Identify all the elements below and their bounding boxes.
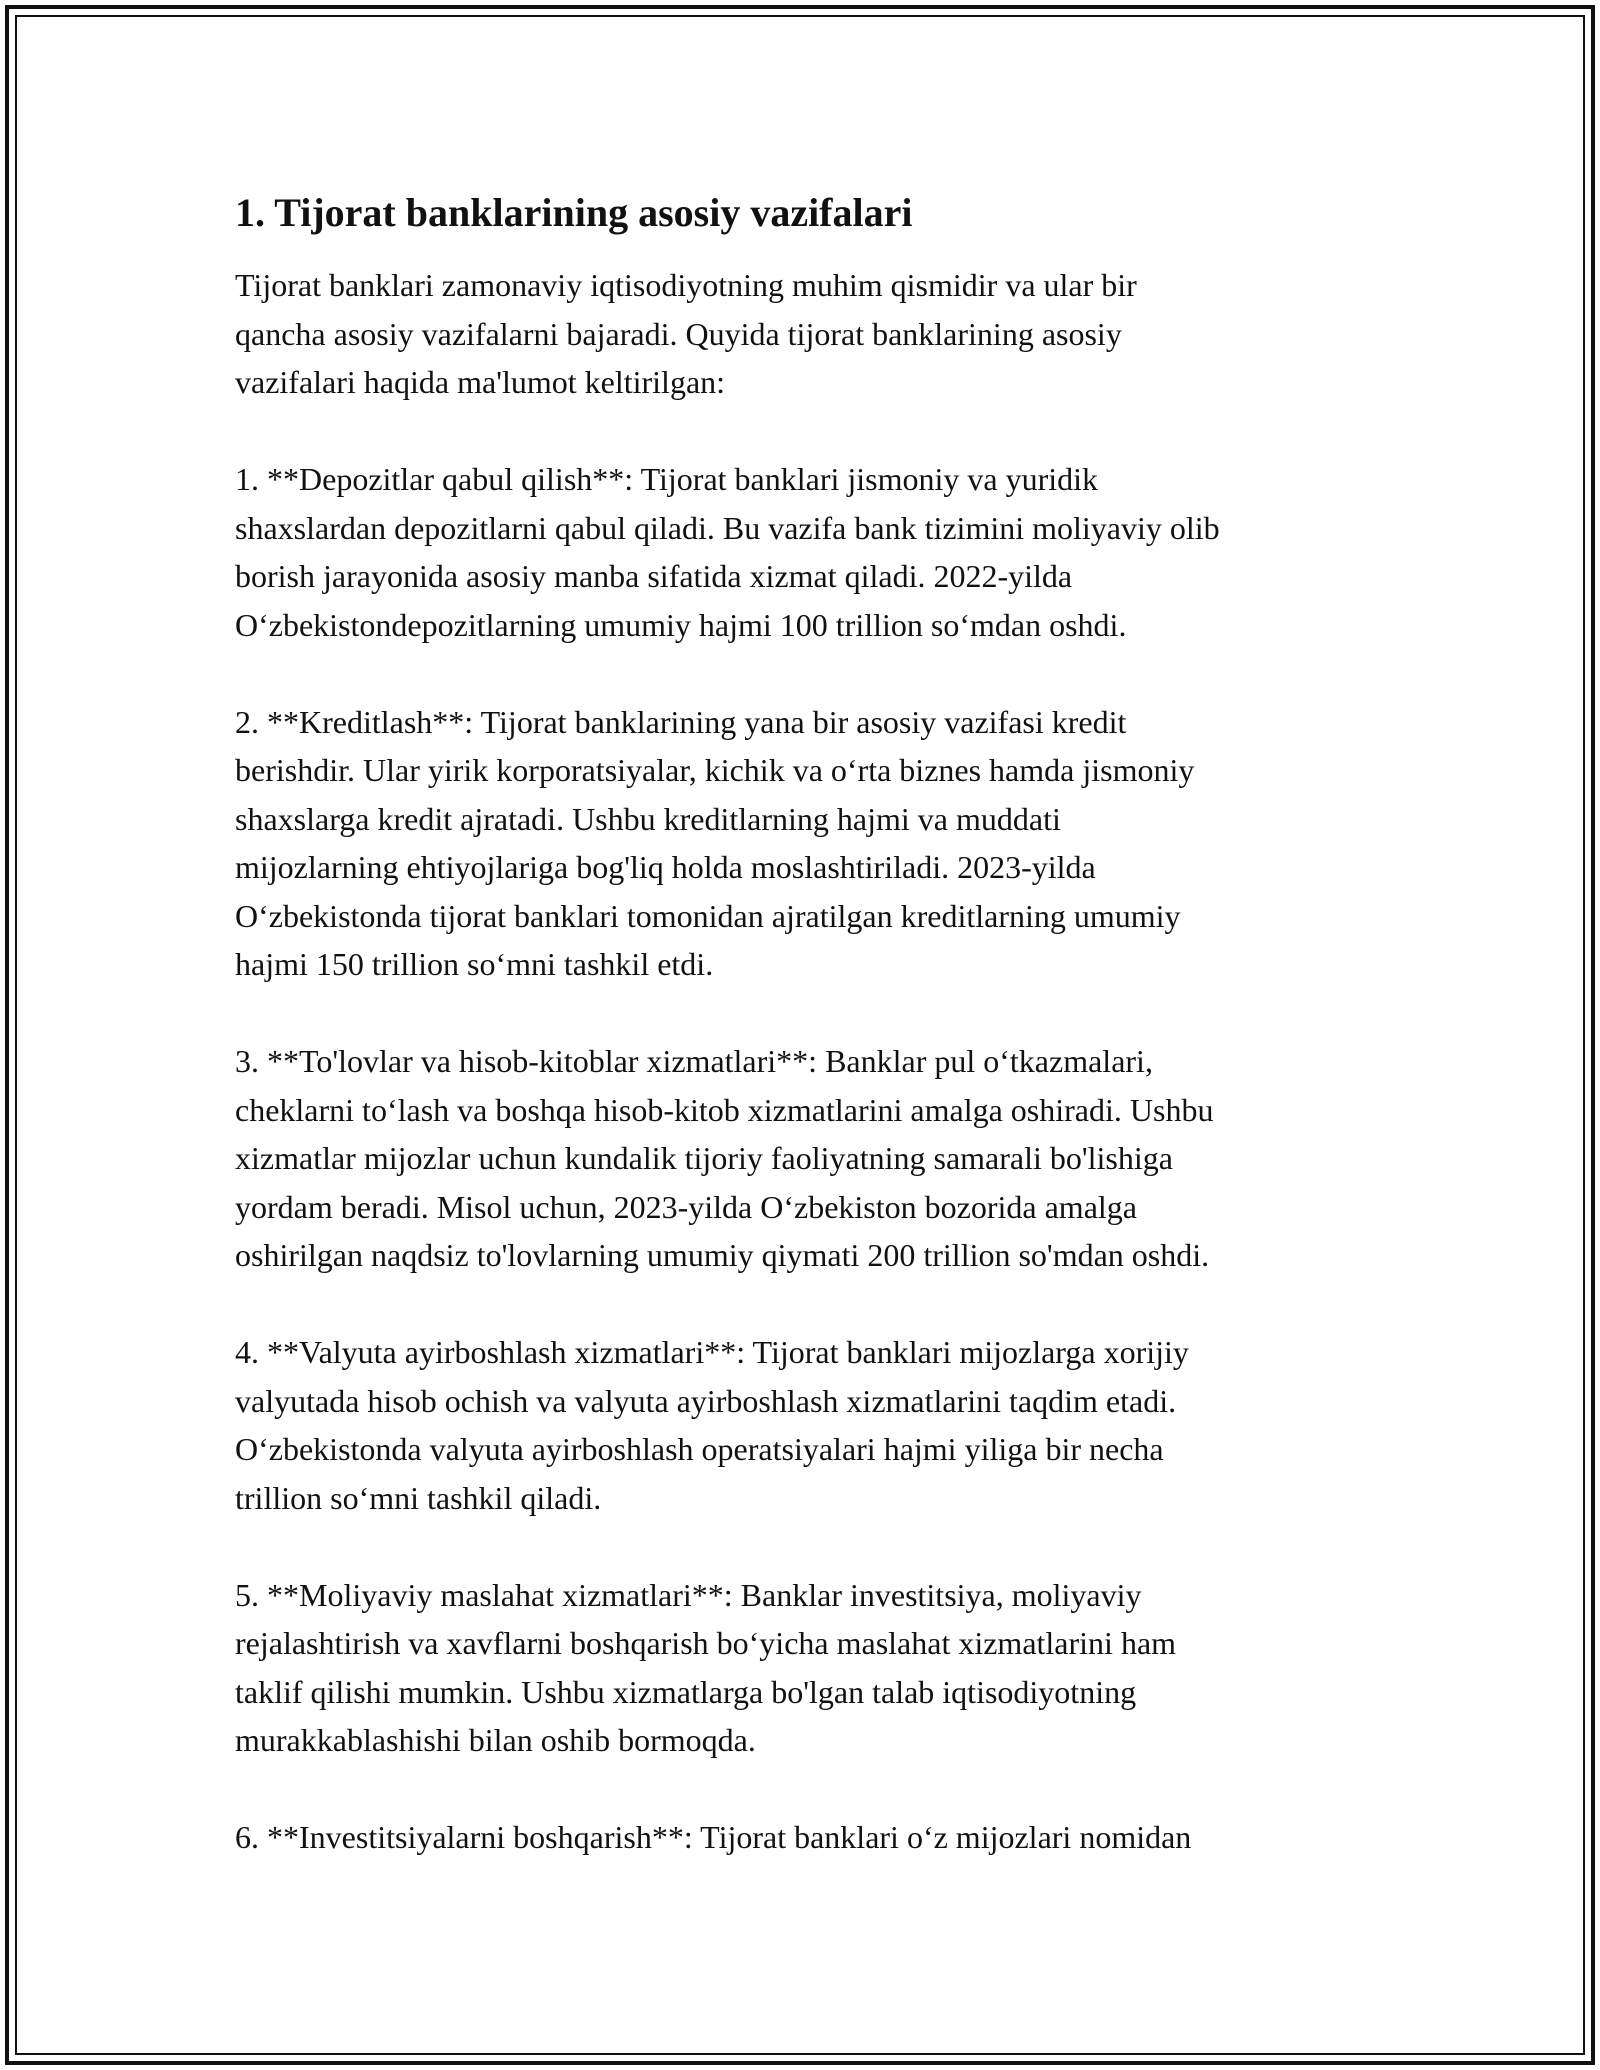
text-line: 6. **Investitsiyalarni boshqarish**: Tijorat banklari o‘z mijozlari nomidan [235, 1819, 1192, 1855]
text-line: 1. **Depozitlar qabul qilish**: Tijorat banklari jismoniy va yuridik [235, 461, 1099, 497]
item-currency-exchange-paragraph [235, 1328, 1385, 1522]
section-heading: 1. Tijorat banklarining asosiy vazifalari [235, 190, 913, 235]
item-payments-paragraph [235, 1037, 1385, 1280]
text-line: borish jarayonida asosiy manba sifatida xizmat qiladi. 2022-yilda [235, 558, 1073, 594]
text-line: yordam beradi. Misol uchun, 2023-yilda O‘zbekiston bozorida amalga [235, 1188, 1137, 1225]
text-line: shaxslarga kredit ajratadi. Ushbu kreditlarning hajmi va muddati [235, 800, 1061, 837]
intro-paragraph [235, 261, 1385, 407]
text-line: taklif qilishi mumkin. Ushbu xizmatlarga bo'lgan talab iqtisodiyotning [235, 1673, 1137, 1710]
item-lending-paragraph [235, 698, 1385, 989]
document-body [235, 183, 1385, 1910]
text-line: xizmatlar mijozlar uchun kundalik tijoriy faoliyatning samarali bo'lishiga [235, 1140, 1173, 1176]
text-line: O‘zbekistonda tijorat banklari tomonidan ajratilgan kreditlarning umumiy [235, 897, 1181, 934]
text-line: trillion so‘mni tashkil qiladi. [235, 1479, 602, 1516]
text-line: Tijorat banklari zamonaviy iqtisodiyotning muhim qismidir va ular bir [235, 267, 1137, 303]
item-advisory-paragraph [235, 1571, 1385, 1765]
text-line: O‘zbekistonda valyuta ayirboshlash operatsiyalari hajmi yiliga bir necha [235, 1431, 1164, 1467]
item-deposits-paragraph [235, 455, 1385, 649]
text-line: 5. **Moliyaviy maslahat xizmatlari**: Banklar investitsiya, moliyaviy [235, 1576, 1142, 1613]
text-line: vazifalari haqida ma'lumot keltirilgan: [235, 364, 726, 400]
text-line: berishdir. Ular yirik korporatsiyalar, kichik va o‘rta biznes hamda jismoniy [235, 752, 1195, 788]
text-line: 2. **Kreditlash**: Tijorat banklarining yana bir asosiy vazifasi kredit [235, 703, 1127, 740]
text-line: valyutada hisob ochish va valyuta ayirboshlash xizmatlarini taqdim etadi. [235, 1382, 1177, 1419]
item-investment-management-paragraph [235, 1813, 1385, 1862]
text-line: cheklarni to‘lash va boshqa hisob-kitob xizmatlarini amalga oshiradi. Ushbu [235, 1091, 1214, 1128]
text-line: 3. **To'lovlar va hisob-kitoblar xizmatlari**: Banklar pul o‘tkazmalari, [235, 1043, 1153, 1079]
text-line: oshirilgan naqdsiz to'lovlarning umumiy qiymati 200 trillion so'mdan oshdi. [235, 1237, 1210, 1273]
text-line: murakkablashishi bilan oshib bormoqda. [235, 1722, 756, 1758]
text-line: qancha asosiy vazifalarni bajaradi. Quyida tijorat banklarining asosiy [235, 315, 1122, 352]
text-line: 4. **Valyuta ayirboshlash xizmatlari**: Tijorat banklari mijozlarga xorijiy [235, 1334, 1189, 1370]
text-line: rejalashtirish va xavflarni boshqarish bo‘yicha maslahat xizmatlarini ham [235, 1625, 1177, 1661]
text-line: mijozlarning ehtiyojlariga bog'liq holda moslashtiriladi. 2023-yilda [235, 849, 1096, 885]
text-line: shaxslardan depozitlarni qabul qiladi. Bu vazifa bank tizimini moliyaviy olib [235, 509, 1220, 546]
text-line: hajmi 150 trillion so‘mni tashkil etdi. [235, 946, 714, 982]
text-line: O‘zbekistondepozitlarning umumiy hajmi 100 trillion so‘mdan oshdi. [235, 606, 1127, 643]
